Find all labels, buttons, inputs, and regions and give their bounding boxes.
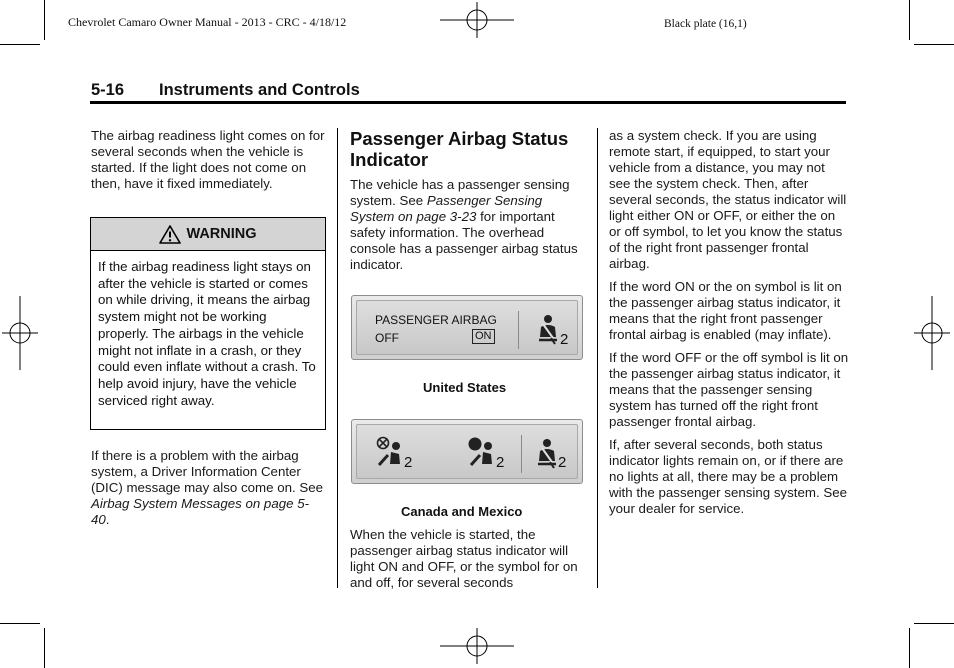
page-number: 5-16 <box>91 81 125 99</box>
seatbelt-passenger-icon <box>535 314 563 346</box>
registration-mark-left <box>0 296 40 372</box>
us-indicator-panel <box>351 295 583 360</box>
sensing-paragraph: The vehicle has a passenger sensing system. See Passenger Sensing System on page 3-23 for important safety information. The overhead console has a passenger airbag status indicator. <box>350 177 578 272</box>
warning-text: If the airbag readiness light stays on after the vehicle is started or comes on while driving, it means the airbag system might not be working properly. The airbags in the vehicle might not inflate in a crash, or they could even inflate without a crash. To help avoid injury, have the vehicle serviced right away. <box>98 259 316 408</box>
registration-mark-top <box>440 0 516 40</box>
warning-box <box>90 217 326 430</box>
registration-mark-right <box>912 296 952 372</box>
airbag-on-icon <box>465 435 499 471</box>
startup-paragraph: When the vehicle is started, the passenger airbag status indicator will light ON and OFF, or the symbol for on and off, for several seconds <box>350 527 578 590</box>
warning-triangle-icon <box>159 225 181 244</box>
column-divider <box>597 128 598 588</box>
off-label: OFF <box>375 331 399 345</box>
off-status-paragraph: If the word OFF or the off symbol is lit on the passenger airbag status indicator, it means that the passenger sensing system has turned off the right front passenger frontal airbag. <box>609 350 849 429</box>
dic-paragraph: If there is a problem with the airbag system, a Driver Information Center (DIC) message may also come on. See Airbag System Messages on page 5-40. <box>91 448 324 527</box>
canada-mexico-indicator-panel <box>351 419 583 484</box>
subsection-heading: Passenger Airbag Status Indicator <box>350 128 569 170</box>
plate-label: Black plate (16,1) <box>664 18 747 30</box>
intro-paragraph: The airbag readiness light comes on for several seconds when the vehicle is started. If the light does not come on then, have it fixed immediately. <box>91 128 325 191</box>
seat-number: 2 <box>558 454 567 471</box>
panel-title: PASSENGER AIRBAG <box>375 313 497 327</box>
problem-paragraph: If, after several seconds, both status indicator lights remain on, or if there are no lights at all, there may be a problem with the passenger sensing system. See your dealer for service. <box>609 437 847 516</box>
caption-canada-mexico: Canada and Mexico <box>401 504 523 519</box>
section-rule <box>90 101 846 104</box>
warning-header <box>91 218 325 251</box>
panel-divider <box>518 311 519 349</box>
column-divider <box>337 128 338 588</box>
panel-divider <box>521 435 522 473</box>
status-paragraphs <box>609 128 849 517</box>
seat-number: 2 <box>496 454 505 471</box>
seat-number: 2 <box>560 331 569 348</box>
doc-title: Chevrolet Camaro Owner Manual - 2013 - CRC - 4/18/12 <box>68 15 347 29</box>
warning-label: WARNING <box>186 226 257 242</box>
on-label: ON <box>472 329 495 344</box>
caption-united-states: United States <box>423 380 507 395</box>
airbag-off-icon <box>373 435 407 471</box>
on-status-paragraph: If the word ON or the on symbol is lit on the passenger airbag status indicator, it means that the right front passenger frontal airbag is enabled (may inflate). <box>609 279 842 342</box>
cross-reference-link: Passenger Sensing System on page 3-23 <box>350 193 543 224</box>
system-check-paragraph: as a system check. If you are using remote start, if equipped, to start your vehicle from a distance, you may not see the system check. Then, after several seconds, the status indicator will light either ON or OFF, or either the on or off symbol, to let you know the status of the right front passenger frontal airbag. <box>609 128 847 271</box>
registration-mark-bottom <box>440 628 516 668</box>
section-title: Instruments and Controls <box>159 81 360 99</box>
cross-reference-link: Airbag System Messages on page 5-40 <box>91 496 310 527</box>
seat-number: 2 <box>404 454 413 471</box>
